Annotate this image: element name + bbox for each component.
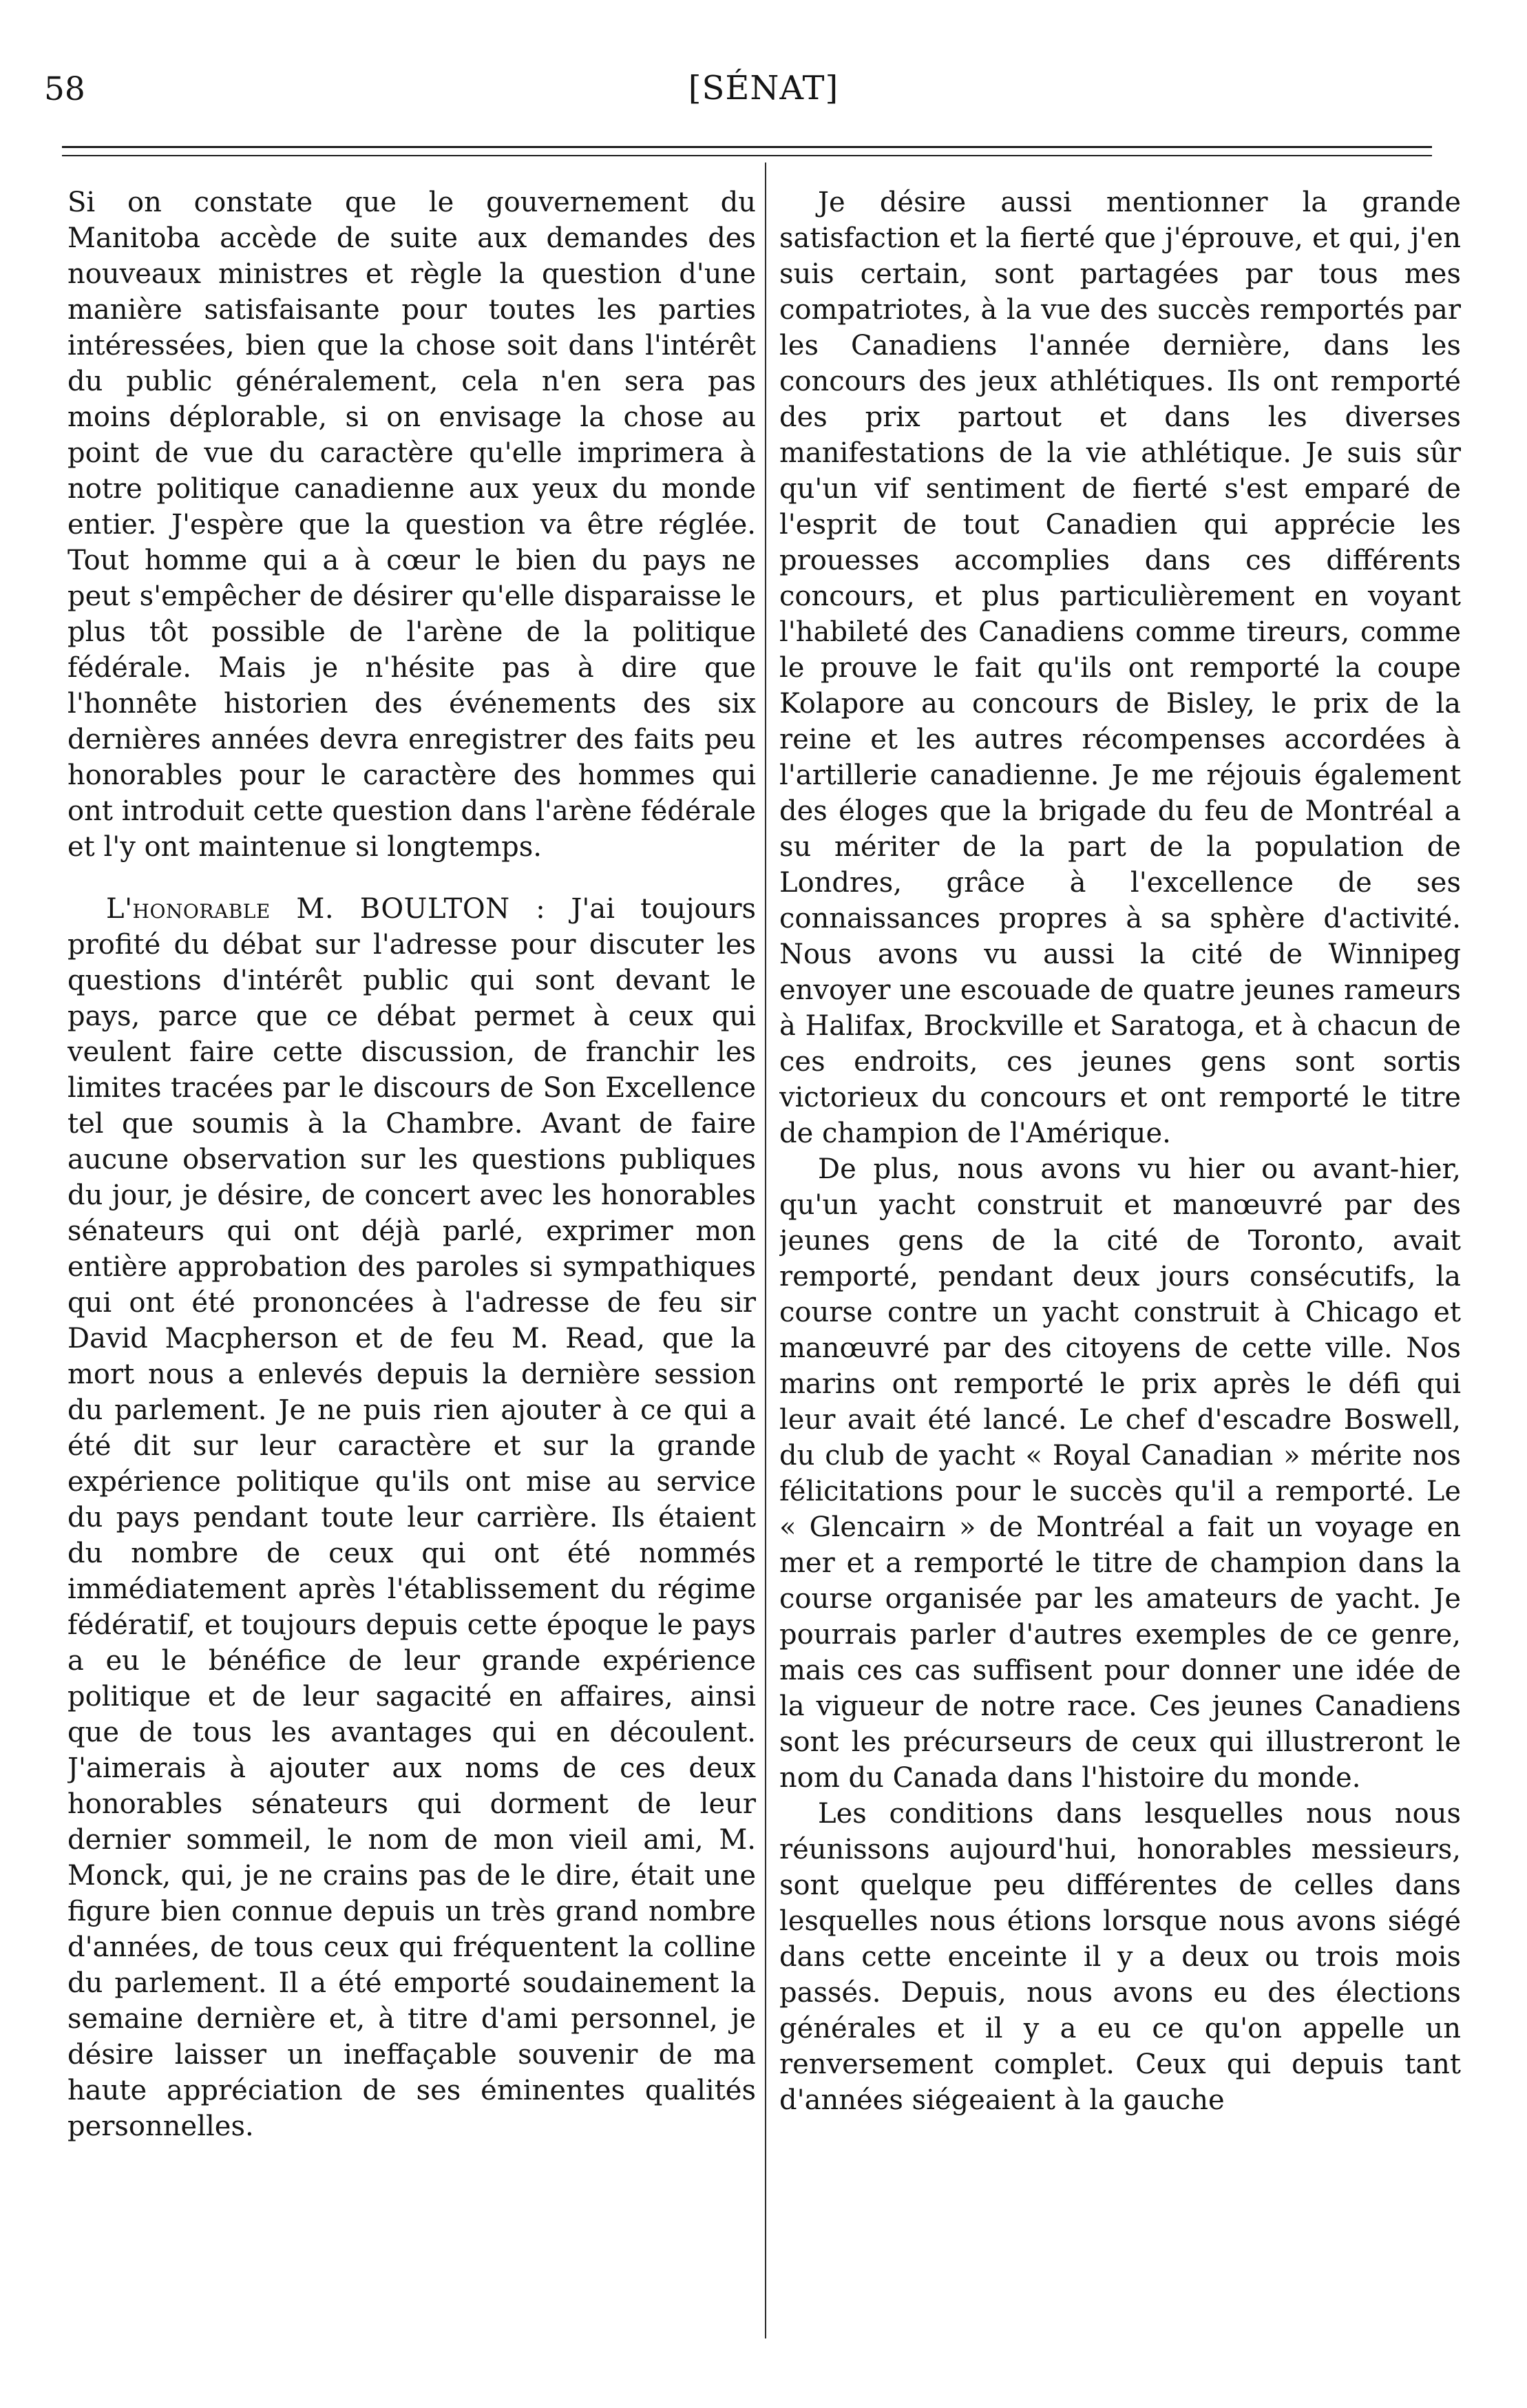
header-rule-bottom [62, 155, 1432, 156]
header-rule-top [62, 146, 1432, 148]
column-divider [765, 163, 766, 2338]
running-head: [SÉNAT] [688, 69, 839, 107]
page-number: 58 [44, 70, 85, 108]
speech-text: J'ai toujours profité du débat sur l'adresse pour discuter les questions d'intérêt public qui sont devant le pays, parce que ce débat permet à ceux qui veulent faire cette discussion, de franchir les limites tracées par le discours de Son Excellence tel que soumis à la Chambre. Avant de faire aucune observation sur les questions publiques du jour, je désire, de concert avec les honorables sénateurs qui ont déjà parlé, exprimer mon entière approbation des paroles si sympathiques qui ont été prononcées à l'adresse de feu sir David Macpherson et de feu M. Read, que la mort nous a enlevés depuis la dernière session du parlement. Je ne puis rien ajouter à ce qui a été dit sur leur caractère et sur la grande expérience politique qu'ils ont mise au service du pays pendant toute leur carrière. Ils étaient du nombre de ceux qui ont été nommés immédiatement après l'établissement du régime fédératif, et toujours depuis cette époque le pays a eu le bénéfice de leur grande expérience politique et de leur sagacité en affaires, ainsi que de tous les avantages qui en découlent. J'aimerais à ajouter aux noms de ces deux honorables sénateurs qui dorment de leur dernier sommeil, le nom de mon vieil ami, M. Monck, qui, je ne crains pas de le dire, était une figure bien connue depuis un très grand nombre d'années, de tous ceux qui fréquentent la colline du parlement. Il a été emporté soudainement la semaine dernière et, à titre d'ami personnel, je désire laisser un ineffaçable souvenir de ma haute appréciation de ses éminentes qualités personnelles. [67, 893, 756, 2142]
left-paragraph-2 [67, 891, 756, 2144]
right-paragraph-1: Je désire aussi mentionner la grande satisfaction et la fierté que j'éprouve, et qui, j'en suis certain, sont partagées par tous mes compatriotes, à la vue des succès remportés par les Canadiens l'année dernière, dans les concours des jeux athlétiques. Ils ont remporté des prix partout et dans les diverses manifestations de la vie athlétique. Je suis sûr qu'un vif sentiment de fierté s'est emparé de l'esprit de tout Canadien qui apprécie les prouesses accomplies dans ces différents concours, et plus particulièrement en voyant l'habileté des Canadiens comme tireurs, comme le prouve le fait qu'ils ont remporté la coupe Kolapore au concours de Bisley, le prix de la reine et les autres récompenses accordées à l'artillerie canadienne. Je me réjouis également des éloges que la brigade du feu de Montréal a su mériter de la part de la population de Londres, grâce à l'excellence de ses connaissances propres à sa sphère d'activité. Nous avons vu aussi la cité de Winnipeg envoyer une escouade de quatre jeunes rameurs à Halifax, Brockville et Saratoga, et à chacun de ces endroits, ces jeunes gens sont sortis victorieux du concours et ont remporté le titre de champion de l'Amérique. [779, 187, 1461, 1149]
left-paragraph-1: Si on constate que le gouvernement du Manitoba accède de suite aux demandes des nouveaux ministres et règle la question d'une manière satisfaisante pour toutes les parties intéressées, bien que la chose soit dans l'intérêt du public généralement, cela n'en sera pas moins déplorable, si on envisage la chose au point de vue du caractère qu'elle imprimera à notre politique canadienne aux yeux du monde entier. J'espère que la question va être réglée. Tout homme qui a à cœur le bien du pays ne peut s'empêcher de désirer qu'elle disparaisse le plus tôt possible de l'arène de la politique fédérale. Mais je n'hésite pas à dire que l'honnête historien des événements des six dernières années devra enregistrer des faits peu honorables pour le caractère des hommes qui ont introduit cette question dans l'arène fédérale et l'y ont maintenue si longtemps. [67, 187, 756, 863]
right-paragraph-3: Les conditions dans lesquelles nous nous réunissons aujourd'hui, honorables messieurs, sont quelque peu différentes de celles dans lesquelles nous étions lorsque nous avons siégé dans cette enceinte il y a deux ou trois mois passés. Depuis, nous avons eu des élections générales et il y a eu ce qu'on appelle un renversement complet. Ceux qui depuis tant d'années siégeaient à la gauche [779, 1798, 1461, 2116]
right-column [779, 185, 1461, 2360]
left-column [67, 185, 756, 2360]
right-paragraph-2: De plus, nous avons vu hier ou avant-hier, qu'un yacht construit et manœuvré par des jeunes gens de la cité de Toronto, avait remporté, pendant deux jours consécutifs, la course contre un yacht construit à Chicago et manœuvré par des citoyens de cette ville. Nos marins ont remporté le prix après le défi qui leur avait été lancé. Le chef d'escadre Boswell, du club de yacht « Royal Canadian » mérite nos félicitations pour le succès qu'il a remporté. Le « Glencairn » de Montréal a fait un voyage en mer et a remporté le titre de champion dans la course organisée par les amateurs de yacht. Je pourrais parler d'autres exemples de ce genre, mais ces cas suffisent pour donner une idée de la vigueur de notre race. Ces jeunes Canadiens sont les précurseurs de ceux qui illustreront le nom du Canada dans l'histoire du monde. [779, 1153, 1461, 1794]
speaker-name: L'honorable M. BOULTON : [106, 893, 546, 925]
